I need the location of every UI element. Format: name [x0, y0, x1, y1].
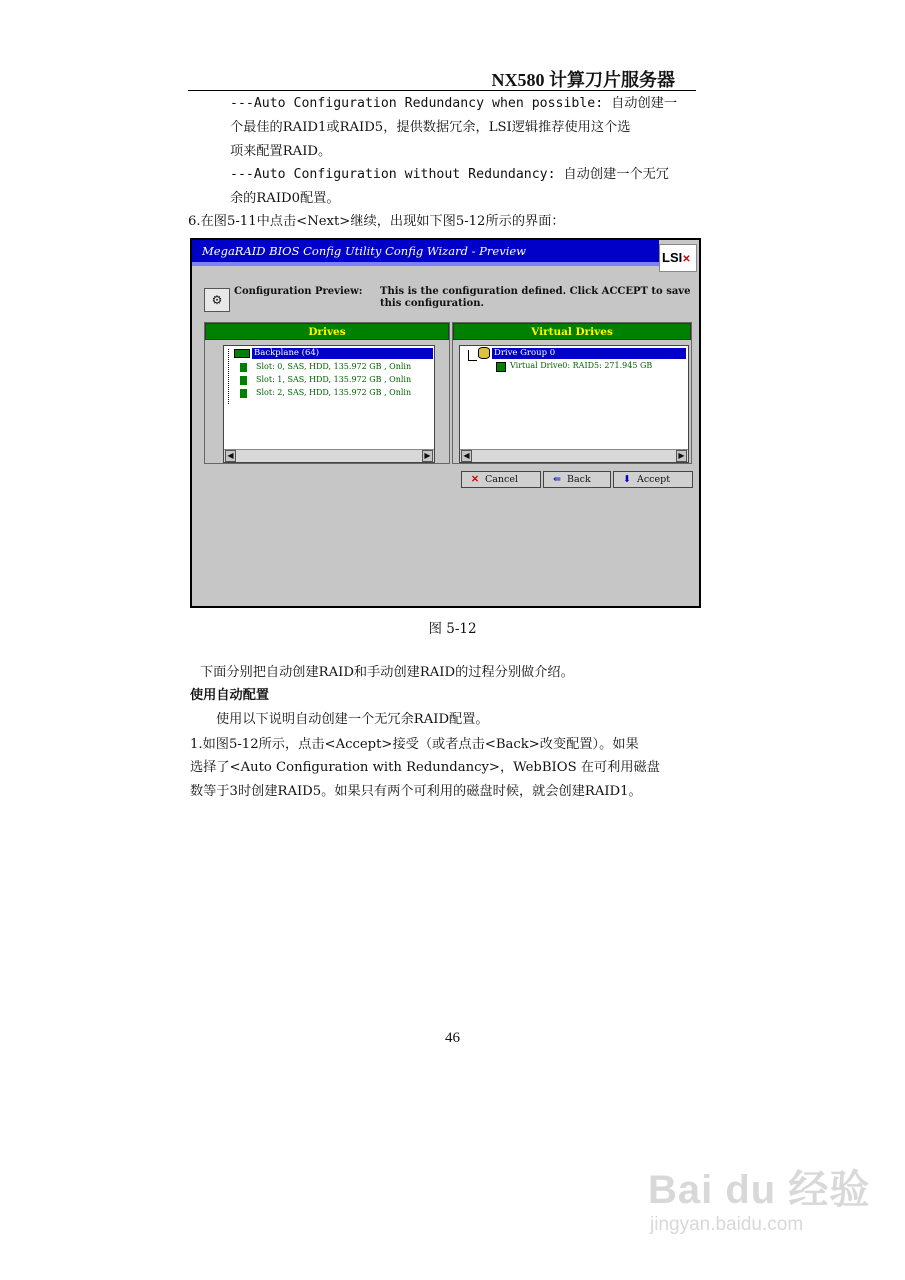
body-line-5: 选择了<Auto Configuration with Redundancy>，WebBIOS 在可利用磁盘 — [190, 760, 660, 775]
virtual-drives-header: Virtual Drives — [453, 323, 691, 340]
watermark-url: jingyan.baidu.com — [650, 1214, 804, 1235]
slot-item-0[interactable]: Slot: 0, SAS, HDD, 135.972 GB , Onlin — [256, 362, 412, 371]
accept-arrow-icon: ⬇ — [623, 474, 631, 485]
scroll-left-icon[interactable]: ◀ — [225, 450, 236, 462]
cancel-button[interactable]: ✕ Cancel — [461, 471, 541, 488]
back-button[interactable]: ⇐ Back — [543, 471, 611, 488]
intro-line-3: 项来配置RAID。 — [230, 144, 332, 159]
body-line-4: 1.如图5-12所示，点击<Accept>接受（或者点击<Back>改变配置）。如果 — [190, 737, 639, 752]
config-preview-label: Configuration Preview: — [234, 286, 363, 297]
lsi-logo: LSI✕ — [659, 244, 697, 272]
config-preview-text-1: This is the configuration defined. Click ACCEPT to save — [380, 286, 691, 297]
scroll-right-icon[interactable]: ▶ — [676, 450, 687, 462]
back-arrow-icon: ⇐ — [553, 474, 561, 485]
page-header-title: NX580 计算刀片服务器 — [491, 70, 675, 90]
slot-item-1[interactable]: Slot: 1, SAS, HDD, 135.972 GB , Onlin — [256, 375, 412, 384]
drives-tree[interactable] — [223, 345, 435, 463]
slot-item-2[interactable]: Slot: 2, SAS, HDD, 135.972 GB , Onlin — [256, 388, 412, 397]
drive-icon — [240, 389, 247, 398]
body-line-6: 数等于3时创建RAID5。如果只有两个可利用的磁盘时候，就会创建RAID1。 — [190, 784, 642, 799]
backplane-item[interactable]: Backplane (64) — [252, 348, 433, 359]
cancel-icon: ✕ — [471, 474, 479, 485]
drive-group-item[interactable]: Drive Group 0 — [492, 348, 686, 359]
scroll-right-icon[interactable]: ▶ — [422, 450, 433, 462]
drives-scrollbar[interactable] — [224, 449, 434, 462]
header-rule — [188, 90, 696, 91]
figure-caption: 图 5-12 — [428, 621, 477, 637]
scroll-left-icon[interactable]: ◀ — [461, 450, 472, 462]
accept-button[interactable]: ⬇ Accept — [613, 471, 693, 488]
virtual-drive-item[interactable]: Virtual Drive0: RAID5: 271.945 GB — [510, 361, 653, 370]
window-title: MegaRAID BIOS Config Utility Config Wizard - Preview — [192, 240, 659, 266]
virtual-drives-tree[interactable] — [459, 345, 689, 463]
drive-icon — [240, 363, 247, 372]
config-preview-text-2: this configuration. — [380, 298, 484, 309]
tree-line — [468, 350, 477, 361]
drives-pane — [204, 322, 450, 464]
drives-header: Drives — [205, 323, 449, 340]
intro-line-6: 6.在图5-11中点击<Next>继续，出现如下图5-12所示的界面： — [188, 214, 565, 229]
intro-line-1: ---Auto Configuration Redundancy when possible: 自动创建一 — [230, 96, 678, 111]
body-line-3: 使用以下说明自动创建一个无冗余RAID配置。 — [216, 712, 489, 727]
section-heading: 使用自动配置 — [190, 688, 270, 703]
virtual-drives-pane — [452, 322, 692, 464]
intro-line-5: 余的RAID0配置。 — [230, 191, 340, 206]
intro-line-4: ---Auto Configuration without Redundancy: 自动创建一个无冗 — [230, 167, 669, 182]
body-line-1: 下面分别把自动创建RAID和手动创建RAID的过程分别做介绍。 — [200, 665, 574, 680]
config-preview-icon: ⚙ — [204, 288, 230, 312]
virtual-drive-icon — [496, 362, 506, 372]
drive-icon — [240, 376, 247, 385]
watermark-brand: Bai du 经验 — [648, 1168, 871, 1212]
backplane-icon — [234, 349, 250, 358]
vd-scrollbar[interactable] — [460, 449, 688, 462]
raid-config-screenshot — [190, 238, 701, 608]
title-strip — [192, 262, 659, 266]
drive-group-icon — [478, 347, 490, 359]
intro-line-2: 个最佳的RAID1或RAID5，提供数据冗余，LSI逻辑推荐使用这个选 — [230, 120, 631, 135]
page-number: 46 — [445, 1030, 460, 1046]
tree-line — [228, 349, 230, 404]
